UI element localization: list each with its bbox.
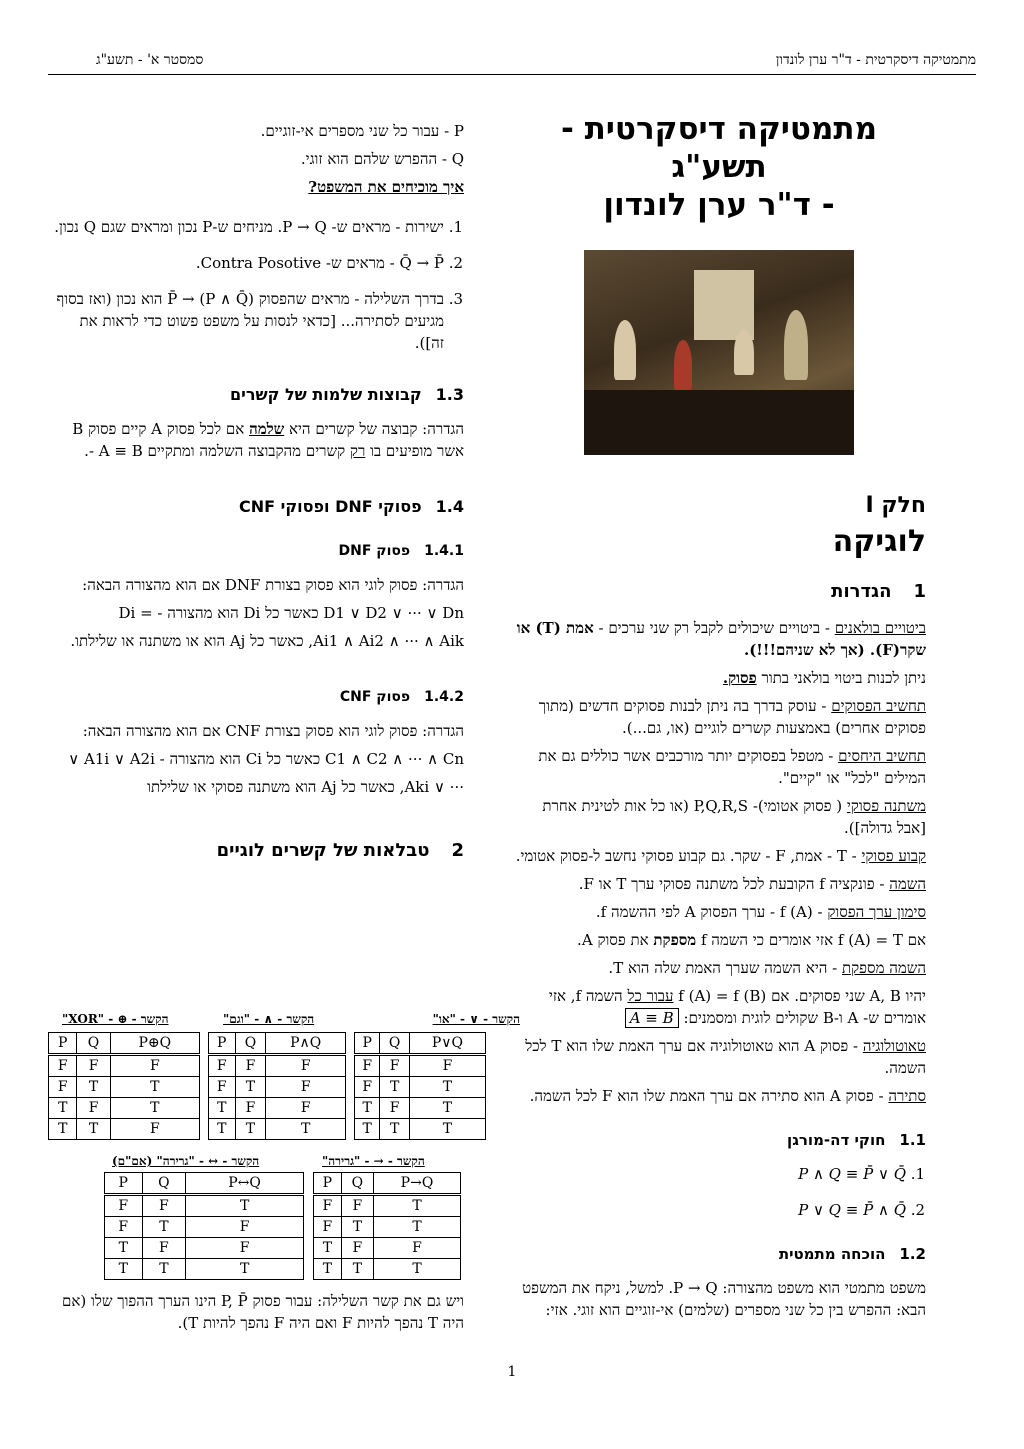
table-cell: T bbox=[186, 1195, 304, 1217]
table-cell: F bbox=[314, 1195, 342, 1217]
part-heading: חלק I bbox=[865, 493, 926, 518]
painting-figure bbox=[614, 320, 636, 380]
table-cell: T bbox=[341, 1217, 373, 1238]
table-cell: F bbox=[409, 1055, 485, 1077]
table-cell: T bbox=[409, 1098, 485, 1119]
paragraph-boolean bbox=[512, 617, 926, 661]
subsection-heading-1-4 bbox=[48, 496, 464, 518]
truth-table-xor bbox=[48, 1032, 200, 1140]
painting-floor bbox=[584, 390, 854, 455]
section-title: הוכחה מתמטית bbox=[778, 1245, 886, 1263]
paragraph-statement bbox=[512, 667, 926, 689]
table-row bbox=[314, 1195, 461, 1217]
table-cell: T bbox=[142, 1259, 186, 1280]
p-definition: P - עבור כל שני מספרים אי-זוגיים. bbox=[260, 122, 464, 140]
table-cell: F bbox=[266, 1098, 346, 1119]
table-caption-and: הקשר - ∧ - "וגם" bbox=[223, 1012, 315, 1026]
subsection-heading-1-4-2 bbox=[48, 686, 464, 708]
term: ביטויים בולאנים bbox=[834, 619, 926, 637]
paragraph-equivalence bbox=[512, 985, 926, 1029]
table-row bbox=[105, 1195, 304, 1217]
text: - ביטויים שיכולים לקבל רק שני ערכים - bbox=[593, 619, 835, 637]
paragraph-value-notation bbox=[512, 901, 926, 923]
table-header-cell: P∧Q bbox=[266, 1033, 346, 1055]
title-line-2: - ד"ר ערן לונדון bbox=[603, 187, 835, 223]
table-cell: F bbox=[266, 1077, 346, 1098]
term: השמה bbox=[889, 875, 926, 893]
table-header-cell: P bbox=[49, 1033, 77, 1055]
cnf-definition: הגדרה: פסוק לוגי הוא פסוק בצורת CNF אם הוא מהצורה הבאה: bbox=[82, 722, 464, 740]
term: סימון ערך הפסוק bbox=[827, 903, 926, 921]
table-cell: F bbox=[209, 1055, 236, 1077]
truth-table-or bbox=[354, 1032, 486, 1140]
painting-figure bbox=[734, 330, 754, 375]
table-header-cell: P→Q bbox=[374, 1173, 461, 1195]
text: קשרים מהקבוצה השלמה ומתקיים A ≡ B -. bbox=[84, 442, 350, 460]
table-header-row bbox=[105, 1173, 304, 1195]
table-cell: T bbox=[110, 1098, 199, 1119]
table-cell: F bbox=[49, 1055, 77, 1077]
table-cell: F bbox=[374, 1238, 461, 1259]
table-header-cell: Q bbox=[341, 1173, 373, 1195]
term: טאוטולוגיה bbox=[862, 1037, 926, 1055]
table-cell: F bbox=[355, 1055, 380, 1077]
section-title: פסוק CNF bbox=[339, 689, 411, 705]
classroom-painting-image bbox=[584, 250, 854, 455]
list-item bbox=[512, 1199, 906, 1221]
text: אם לכל פסוק A קיים פסוק B אשר מופיעים בו bbox=[72, 420, 464, 460]
cnf-formula-1: C1 ∧ C2 ∧ ··· ∧ Cn כאשר כל Ci הוא מהצורה - A1i ∨ A2i ∨ bbox=[68, 750, 464, 768]
text: - פסוק A הוא טאוטולוגיה אם ערך האמת שלו הוא T לכל השמה. bbox=[525, 1037, 926, 1077]
table-header-cell: Q bbox=[142, 1173, 186, 1195]
table-cell: T bbox=[235, 1077, 266, 1098]
table-cell: T bbox=[374, 1259, 461, 1280]
table-cell: F bbox=[186, 1217, 304, 1238]
left-column bbox=[48, 120, 464, 876]
text: - פסוק A הוא סתירה אם ערך האמת שלו הוא F לכל השמה. bbox=[529, 1087, 889, 1105]
table-cell: F bbox=[105, 1217, 143, 1238]
table-cell: F bbox=[105, 1195, 143, 1217]
list-item bbox=[512, 1163, 906, 1185]
text: את פסוק A. bbox=[577, 931, 654, 949]
negation-paragraph-wrap bbox=[48, 1290, 464, 1340]
text: הגדרה: קבוצה של קשרים היא bbox=[284, 420, 464, 438]
term: תחשיב היחסים bbox=[838, 747, 926, 765]
table-header-row bbox=[355, 1033, 486, 1055]
painting-figure bbox=[674, 340, 692, 390]
paragraph-propositional-calculus bbox=[512, 695, 926, 739]
list-item: 1. ישירות - מראים ש- P → Q. מניחים ש-P נכון ומראים שגם Q נכון. bbox=[48, 216, 444, 238]
section-number: 1.1 bbox=[899, 1131, 926, 1149]
text: השמה f, אזי אומרים ש- A ו-B שקולים לוגית ומסמנים: bbox=[548, 987, 926, 1027]
section-number: 1.4.1 bbox=[424, 543, 464, 559]
section-number: 1.3 bbox=[435, 385, 464, 404]
table-cell: F bbox=[341, 1238, 373, 1259]
paragraph-satisfying-assignment bbox=[512, 957, 926, 979]
table-cell: T bbox=[409, 1077, 485, 1098]
table-cell: T bbox=[374, 1217, 461, 1238]
table-cell: T bbox=[341, 1259, 373, 1280]
text: יהיו A, B שני פסוקים. אם f (A) = f (B) bbox=[673, 987, 926, 1005]
table-row bbox=[49, 1077, 200, 1098]
table-cell: T bbox=[355, 1098, 380, 1119]
section-number: 1.2 bbox=[899, 1245, 926, 1263]
text: - היא השמה שערך האמת שלה הוא T. bbox=[608, 959, 842, 977]
table-cell: F bbox=[235, 1098, 266, 1119]
dnf-formula-1: D1 ∨ D2 ∨ ··· ∨ Dn כאשר כל Di הוא מהצורה - = Di bbox=[118, 604, 464, 622]
truth-table-implies bbox=[313, 1172, 461, 1280]
table-row bbox=[49, 1119, 200, 1140]
section-number: 1.4 bbox=[435, 497, 464, 516]
table-row bbox=[105, 1238, 304, 1259]
table-cell: T bbox=[209, 1098, 236, 1119]
formula: P ∨ Q ≡ P̄ ∧ Q̄ bbox=[798, 1201, 906, 1219]
table-row bbox=[314, 1217, 461, 1238]
truth-tables bbox=[48, 1012, 520, 1312]
running-header-left: סמסטר א' - תשע"ג bbox=[96, 52, 204, 68]
table-cell: T bbox=[209, 1119, 236, 1140]
table-cell: F bbox=[380, 1098, 410, 1119]
dnf-definition: הגדרה: פסוק לוגי הוא פסוק בצורת DNF אם הוא מהצורה הבאה: bbox=[82, 576, 464, 594]
table-cell: F bbox=[355, 1077, 380, 1098]
paragraph-constant bbox=[512, 845, 926, 867]
table-caption-or: הקשר - ∨ - "או" bbox=[432, 1012, 520, 1026]
paragraph-predicate-calculus bbox=[512, 745, 926, 789]
paragraph-contradiction bbox=[512, 1085, 926, 1107]
table-header-row bbox=[209, 1033, 346, 1055]
table-cell: T bbox=[110, 1077, 199, 1098]
text: - T - אמת, F - שקר. גם קבוע פסוקי נחשב ל-פסוק אטומי. bbox=[515, 847, 862, 865]
chapter-heading: לוגיקה bbox=[832, 524, 926, 559]
table-header-cell: Q bbox=[77, 1033, 110, 1055]
table-cell: F bbox=[341, 1195, 373, 1217]
section-number: 1 bbox=[913, 581, 926, 602]
proof-methods-list bbox=[48, 216, 464, 354]
section-number: 1.4.2 bbox=[424, 689, 464, 705]
table-cell: T bbox=[77, 1077, 110, 1098]
paragraph-assignment bbox=[512, 873, 926, 895]
table-cell: F bbox=[77, 1098, 110, 1119]
table-cell: F bbox=[110, 1055, 199, 1077]
table-cell: T bbox=[409, 1119, 485, 1140]
table-cell: T bbox=[105, 1238, 143, 1259]
table-row bbox=[49, 1098, 200, 1119]
dnf-formula-2: Ai1 ∧ Ai2 ∧ ··· ∧ Aik, כאשר כל Aj הוא או משתנה או שלילתו. bbox=[70, 632, 464, 650]
table-header-cell: P⊕Q bbox=[110, 1033, 199, 1055]
running-header-right: מתמטיקה דיסקרטית - ד"ר ערן לונדון bbox=[775, 52, 976, 68]
table-row bbox=[49, 1055, 200, 1077]
subsection-heading-1-3 bbox=[48, 384, 464, 406]
page-number: 1 bbox=[507, 1364, 517, 1380]
boxed-formula: A ≡ B bbox=[625, 1008, 679, 1028]
table-row bbox=[355, 1098, 486, 1119]
table-row bbox=[209, 1098, 346, 1119]
term: שלמה bbox=[249, 420, 285, 438]
table-caption-xor: הקשר - ⊕ - "XOR" bbox=[62, 1012, 169, 1026]
table-cell: T bbox=[235, 1119, 266, 1140]
text: - מטפל בפסוקים יותר מורכבים אשר כוללים גם את המילים "לכל" או "קיים". bbox=[538, 747, 926, 787]
table-cell: T bbox=[380, 1119, 410, 1140]
table-cell: T bbox=[266, 1119, 346, 1140]
section-title: טבלאות של קשרים לוגיים bbox=[216, 840, 430, 861]
truth-table-and bbox=[208, 1032, 346, 1140]
table-cell: T bbox=[314, 1238, 342, 1259]
section-title: פסוקי DNF ופסוקי CNF bbox=[239, 497, 422, 516]
table-cell: T bbox=[49, 1119, 77, 1140]
document-title bbox=[512, 110, 926, 224]
term: סתירה bbox=[888, 1087, 926, 1105]
table-header-cell: P bbox=[209, 1033, 236, 1055]
table-header-cell: P bbox=[355, 1033, 380, 1055]
table-caption-implies: הקשר - → - "גרירה" bbox=[322, 1154, 425, 1168]
text: - פונקציה f הקובעת לכל משתנה פסוקי ערך T או F. bbox=[578, 875, 890, 893]
table-row bbox=[355, 1119, 486, 1140]
text: ניתן לכנות ביטוי בולאני בתור bbox=[756, 669, 926, 687]
cnf-formula-2: ··· ∨ Aki, כאשר כל Aj הוא משתנה פסוקי או שלילתו bbox=[147, 778, 464, 796]
text: ( פסוק אטומי)- P,Q,R,S (או כל אות לטינית אחרת [אבל גדולה]). bbox=[542, 797, 926, 837]
table-header-row bbox=[314, 1173, 461, 1195]
term: רק bbox=[349, 442, 366, 460]
term: קבוע פסוקי bbox=[861, 847, 926, 865]
table-cell: F bbox=[77, 1055, 110, 1077]
paragraph-proof: משפט מתמטי הוא משפט מהצורה: P → Q. למשל, ניקח את המשפט הבא: ההפרש בין כל שני מספרים (שלמים) אי-זוגיים הוא זוגי. אזי: bbox=[522, 1279, 926, 1319]
table-cell: T bbox=[105, 1259, 143, 1280]
subsection-heading-1-1 bbox=[512, 1129, 926, 1151]
text: - f (A) - ערך הפסוק A לפי ההשמה f. bbox=[595, 903, 828, 921]
section-heading-1 bbox=[512, 581, 926, 603]
title-line-1: מתמטיקה דיסקרטית - תשע"ג bbox=[560, 111, 878, 185]
table-cell: F bbox=[380, 1055, 410, 1077]
demorgan-list bbox=[512, 1163, 926, 1221]
term: תחשיב הפסוקים bbox=[831, 697, 926, 715]
term: עבור כל bbox=[627, 987, 674, 1005]
table-caption-iff: הקשר - ↔ - "גרירה" (אם"ם) bbox=[112, 1154, 260, 1168]
section-title: חוקי דה-מורגן bbox=[787, 1131, 886, 1149]
table-row bbox=[314, 1238, 461, 1259]
table-cell: F bbox=[110, 1119, 199, 1140]
table-header-cell: P bbox=[105, 1173, 143, 1195]
bold-text: מספקת bbox=[653, 931, 697, 949]
section-title: קבוצות שלמות של קשרים bbox=[230, 385, 422, 404]
table-header-cell: Q bbox=[380, 1033, 410, 1055]
table-cell: T bbox=[186, 1259, 304, 1280]
right-column bbox=[512, 110, 926, 1327]
subsection-heading-1-4-1 bbox=[48, 540, 464, 562]
table-header-cell: P bbox=[314, 1173, 342, 1195]
table-cell: T bbox=[314, 1259, 342, 1280]
table-row bbox=[209, 1055, 346, 1077]
table-header-row bbox=[49, 1033, 200, 1055]
truth-table-iff bbox=[104, 1172, 304, 1280]
table-cell: F bbox=[49, 1077, 77, 1098]
table-row bbox=[355, 1055, 486, 1077]
paragraph-satisfies bbox=[512, 929, 926, 951]
table-cell: F bbox=[186, 1238, 304, 1259]
table-header-cell: P∨Q bbox=[409, 1033, 485, 1055]
table-header-cell: P↔Q bbox=[186, 1173, 304, 1195]
how-to-prove: איך מוכיחים את המשפט? bbox=[308, 178, 464, 196]
table-cell: F bbox=[266, 1055, 346, 1077]
table-cell: T bbox=[77, 1119, 110, 1140]
table-row bbox=[209, 1077, 346, 1098]
table-cell: F bbox=[209, 1077, 236, 1098]
list-item: 2. Q̄ → P̄ - מראים ש- Contra Posotive. bbox=[48, 252, 444, 274]
table-cell: F bbox=[235, 1055, 266, 1077]
q-definition: Q - ההפרש שלהם הוא זוגי. bbox=[300, 150, 464, 168]
bold-text: אמת (T) או שקר(F). (אך לא שניהם!!!). bbox=[516, 619, 926, 659]
table-cell: T bbox=[142, 1217, 186, 1238]
section-title: הגדרות bbox=[831, 581, 892, 602]
table-row bbox=[314, 1259, 461, 1280]
table-cell: F bbox=[142, 1195, 186, 1217]
term: משתנה פסוקי bbox=[846, 797, 926, 815]
table-cell: F bbox=[142, 1238, 186, 1259]
table-row bbox=[209, 1119, 346, 1140]
table-row bbox=[105, 1217, 304, 1238]
paragraph-complete-set bbox=[48, 418, 464, 462]
text: אם f (A) = T אזי אומרים כי השמה f bbox=[696, 931, 926, 949]
section-heading-2 bbox=[48, 840, 464, 862]
section-number: 2 bbox=[451, 840, 464, 861]
subsection-heading-1-2 bbox=[512, 1243, 926, 1265]
term: פסוק. bbox=[722, 669, 757, 687]
negation-paragraph: ויש גם את קשר השלילה: עבור פסוק P, P̄ הינו הערך ההפוך שלו (אם היה T נהפך להיות F ואם היה F נהפך להיות T). bbox=[62, 1292, 464, 1332]
header-rule bbox=[48, 74, 976, 75]
painting-figure bbox=[784, 310, 808, 380]
table-cell: T bbox=[49, 1098, 77, 1119]
list-item: 3. בדרך השלילה - מראים שהפסוק (P ∧ Q̄) → P̄ הוא נכון (ואז בסוף מגיעים לסתירה... [כדאי לנסות על משפט פשוט כדי לראות את זה]). bbox=[48, 288, 444, 354]
paragraph-variable bbox=[512, 795, 926, 839]
table-row bbox=[105, 1259, 304, 1280]
text: - עוסק בדרך בה ניתן לבנות פסוקים חדשים (מתוך פסוקים אחרים) באמצעות קשרים לוגיים (או, גם...). bbox=[538, 697, 926, 737]
term: השמה מספקת bbox=[842, 959, 926, 977]
table-cell: T bbox=[380, 1077, 410, 1098]
paragraph-tautology bbox=[512, 1035, 926, 1079]
table-row bbox=[355, 1077, 486, 1098]
table-cell: T bbox=[374, 1195, 461, 1217]
section-title: פסוק DNF bbox=[338, 543, 411, 559]
table-cell: T bbox=[355, 1119, 380, 1140]
table-header-cell: Q bbox=[235, 1033, 266, 1055]
table-cell: F bbox=[314, 1217, 342, 1238]
formula: P ∧ Q ≡ P̄ ∨ Q̄ bbox=[798, 1165, 906, 1183]
